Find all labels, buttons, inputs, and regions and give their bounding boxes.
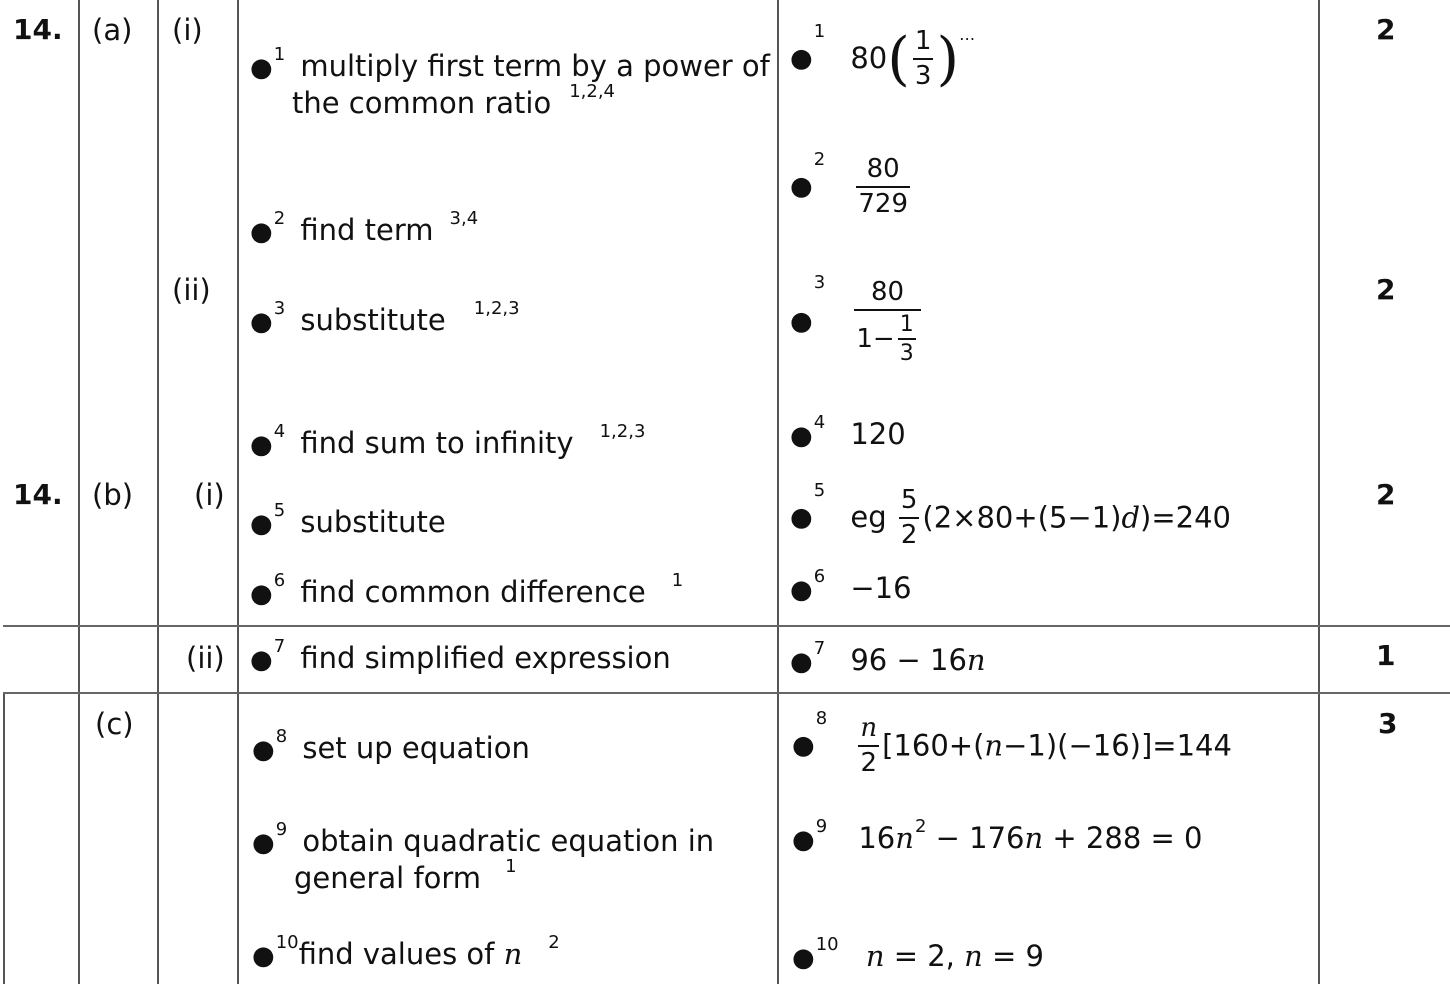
expected-response-1: ●$^1$ multiply first term by a power of <box>250 44 770 83</box>
bullet-icon: ● <box>792 943 815 973</box>
answer-4: ●$^4$ 120 <box>790 412 906 451</box>
bullet-icon: ● <box>790 43 813 74</box>
bullet-icon: ● <box>792 825 815 855</box>
column-divider <box>157 0 159 984</box>
bullet-icon: ● <box>790 502 813 533</box>
expected-response-5: ●$^5$ substitute <box>250 500 446 539</box>
bullet-icon: ● <box>250 307 273 337</box>
note-refs: 2 <box>548 932 560 953</box>
response-text: find values of n <box>298 937 523 971</box>
answer-1: ●$^1$ 80( $\frac{1}{3}$ )… <box>790 21 976 93</box>
response-text-continued: general form $^1$ <box>294 856 517 895</box>
marks: 2 <box>1376 478 1396 511</box>
expected-response-10: ●$^{10}$find values of n $^2$ <box>252 932 560 971</box>
response-text: substitute <box>300 303 446 337</box>
column-divider <box>78 0 80 984</box>
bullet-icon: ● <box>252 828 275 858</box>
expected-response-7: ●$^7$ find simplified expression <box>250 636 671 675</box>
expected-response-6: ●$^6$ find common difference $^1$ <box>250 570 684 609</box>
fraction: $\frac{1}{3}$ <box>914 26 932 91</box>
fraction: 80 1− $\frac{1}{3}$ <box>854 276 920 368</box>
marks: 3 <box>1378 707 1398 740</box>
bullet-icon: ● <box>250 217 273 247</box>
note-refs: 1 <box>671 570 684 591</box>
column-divider <box>777 0 779 984</box>
fraction: $\frac{n}{2}$ <box>860 713 878 778</box>
response-text-continued: the common ratio $^{1,2,4}$ <box>292 81 616 120</box>
part-label: (a) <box>92 13 133 47</box>
column-divider <box>1318 0 1320 984</box>
note-refs: 1 <box>505 856 517 877</box>
answer-8: ●$^8$ $\frac{n}{2}$ [160+(n−1)(−16)]=144 <box>792 708 1232 778</box>
expected-response-3: ●$^3$ substitute $^{1,2,3}$ <box>250 298 520 337</box>
answer-5: ●$^5$ eg $\frac{5}{2}$ (2×80+(5−1)d)=240 <box>790 480 1232 550</box>
subpart-label: (i) <box>194 478 225 512</box>
bullet-icon: ● <box>790 421 813 451</box>
bullet-icon: ● <box>790 575 813 605</box>
bullet-icon: ● <box>250 53 273 83</box>
fraction: $\frac{5}{2}$ <box>900 485 918 550</box>
table-edge <box>3 693 5 984</box>
response-text: find common difference <box>300 575 646 609</box>
bullet-icon: ● <box>252 941 275 971</box>
response-text: substitute <box>300 505 446 539</box>
answer-10: ●$^{10}$ n = 2, n = 9 <box>792 934 1044 973</box>
question-number: 14. <box>13 478 63 511</box>
part-label: (b) <box>92 478 134 512</box>
response-text: multiply first term by a power of <box>300 49 770 83</box>
response-text: obtain quadratic equation in <box>302 824 715 858</box>
bullet-icon: ● <box>252 735 275 765</box>
answer-2: ●$^2$ $\frac{80}{729}$ <box>790 149 908 219</box>
fraction: $\frac{80}{729}$ <box>858 154 908 219</box>
marks: 1 <box>1376 639 1396 672</box>
note-refs: 3,4 <box>449 208 479 229</box>
bullet-icon: ● <box>792 730 815 761</box>
marks: 2 <box>1376 13 1396 46</box>
note-refs: 1,2,3 <box>599 421 646 442</box>
response-text: find sum to infinity <box>300 426 574 460</box>
answer-3: ●$^3$ 80 1− $\frac{1}{3}$ <box>790 276 924 368</box>
answer-6: ●$^6$ −16 <box>790 566 912 605</box>
expected-response-2: ●$^2$ find term $^{3,4}$ <box>250 208 479 247</box>
note-refs: 1,2,4 <box>569 81 616 102</box>
answer-9: ●$^9$ $16n^2 - 176n + 288 = 0$ <box>792 816 1203 855</box>
part-label: (c) <box>95 707 134 741</box>
note-refs: 1,2,3 <box>473 298 520 319</box>
response-text: find simplified expression <box>300 641 671 675</box>
bullet-icon: ● <box>790 171 813 202</box>
response-text: find term <box>300 213 434 247</box>
subpart-label: (ii) <box>172 273 211 307</box>
marks: 2 <box>1376 273 1396 306</box>
expected-response-9: ●$^9$ obtain quadratic equation in <box>252 819 715 858</box>
column-divider <box>237 0 239 984</box>
expected-response-8: ●$^8$ set up equation <box>252 726 530 765</box>
subpart-label: (i) <box>172 13 203 47</box>
answer-7: ●$^7$ 96 − 16n <box>790 638 986 677</box>
question-number: 14. <box>13 13 63 46</box>
subpart-label: (ii) <box>186 641 225 675</box>
row-divider <box>3 625 1450 627</box>
bullet-icon: ● <box>250 430 273 460</box>
response-text: set up equation <box>302 731 530 765</box>
bullet-icon: ● <box>790 306 813 337</box>
bullet-icon: ● <box>250 509 273 539</box>
expected-response-4: ●$^4$ find sum to infinity $^{1,2,3}$ <box>250 421 646 460</box>
bullet-icon: ● <box>790 647 813 677</box>
bullet-icon: ● <box>250 579 273 609</box>
bullet-icon: ● <box>250 645 273 675</box>
row-divider <box>3 692 1450 694</box>
